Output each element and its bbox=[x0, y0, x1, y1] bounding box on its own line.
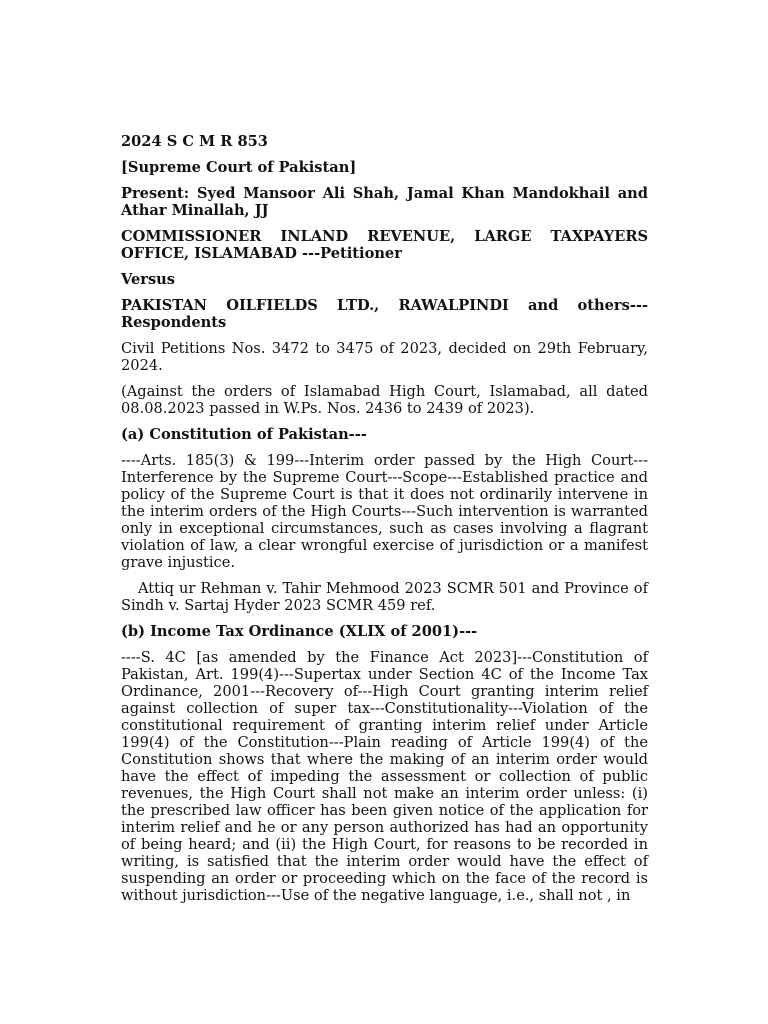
document-page bbox=[121, 133, 648, 913]
section-body: ----S. 4C [as amended by the Finance Act 2023]---Constitution of Pakistan, Art. 199(4)---Supertax under Section 4C of the Income Tax Ordinance, 2001---Recovery of---High Court granting interim relief against collection of super tax---Constitutionality---Violation of the constitutional requirement of granting interim relief under Article 199(4) of the Constitution---Plain reading of Article 199(4) of the Constitution shows that where the making of an interim order would have the effect of impeding the assessment or collection of public revenues, the High Court shall not make an interim order unless: (i) the prescribed law officer has been given notice of the application for interim relief and he or any person authorized has had an opportunity of being heard; and (ii) the High Court, for reasons to be recorded in writing, is satisfied that the interim order would have the effect of suspending an order or proceeding which on the face of the record is without jurisdiction---Use of the negative language, i.e., shall not , in bbox=[121, 649, 648, 904]
section-body: ----Arts. 185(3) & 199---Interim order passed by the High Court---Interference by the Supreme Court---Scope---Established practice and policy of the Supreme Court is that it does not ordinarily intervene in the interim orders of the High Courts---Such intervention is warranted only in exceptional circumstances, such as cases involving a flagrant violation of law, a clear wrongful exercise of jurisdiction or a manifest grave injustice. bbox=[121, 452, 648, 571]
section-reference: Attiq ur Rehman v. Tahir Mehmood 2023 SCMR 501 and Province of Sindh v. Sartaj Hyder 2023 SCMR 459 ref. bbox=[121, 580, 648, 614]
case-info: Civil Petitions Nos. 3472 to 3475 of 2023, decided on 29th February, 2024. bbox=[121, 340, 648, 374]
versus: Versus bbox=[121, 271, 175, 288]
respondent: PAKISTAN OILFIELDS LTD., RAWALPINDI and others---Respondents bbox=[121, 297, 648, 331]
section-heading: (b) Income Tax Ordinance (XLIX of 2001)--- bbox=[121, 623, 478, 640]
petitioner: COMMISSIONER INLAND REVENUE, LARGE TAXPAYERS OFFICE, ISLAMABAD ---Petitioner bbox=[121, 228, 648, 262]
against-order: (Against the orders of Islamabad High Court, Islamabad, all dated 08.08.2023 passed in W.Ps. Nos. 2436 to 2439 of 2023). bbox=[121, 383, 648, 417]
bench: Present: Syed Mansoor Ali Shah, Jamal Khan Mandokhail and Athar Minallah, JJ bbox=[121, 185, 648, 219]
court-name: [Supreme Court of Pakistan] bbox=[121, 159, 357, 176]
citation: 2024 S C M R 853 bbox=[121, 133, 268, 150]
section-heading: (a) Constitution of Pakistan--- bbox=[121, 426, 367, 443]
